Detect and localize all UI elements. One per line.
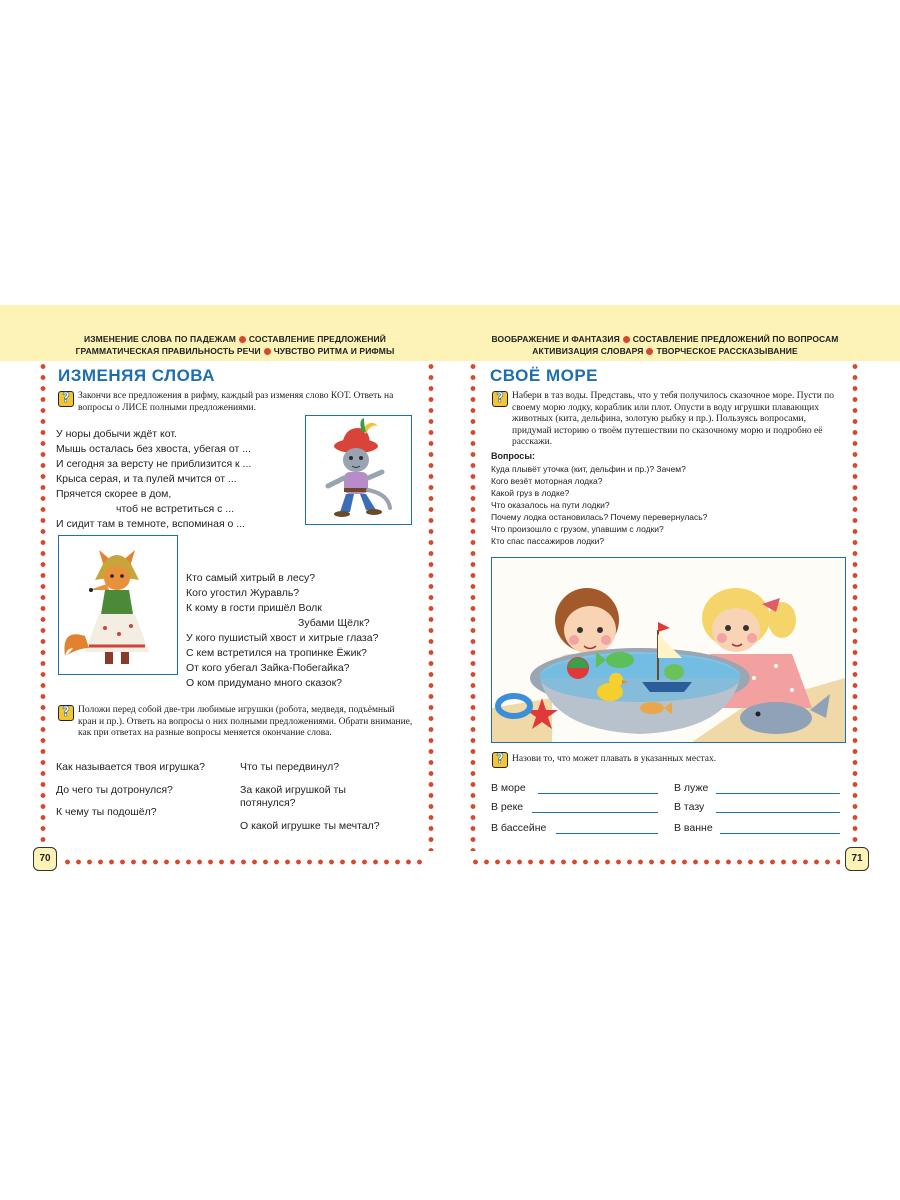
bullet-dot xyxy=(623,336,630,343)
fox-question: У кого пушистый хвост и хитрые глаза? xyxy=(186,632,379,644)
sea-question: Какой груз в лодке? xyxy=(491,488,570,498)
bullet-dot xyxy=(646,348,653,355)
left-header-topics xyxy=(40,333,430,357)
right-header-topics xyxy=(470,333,860,357)
toy-question: За какой игрушкой ты потянулся? xyxy=(240,783,346,809)
poem-line: И сидит там в темноте, вспоминая о ... xyxy=(56,518,246,530)
place-label-basin: В тазу xyxy=(674,801,705,813)
header-band xyxy=(0,305,900,361)
bullet-dot xyxy=(239,336,246,343)
sea-questions xyxy=(491,450,707,547)
fox-question: Кого угостил Журавль? xyxy=(186,587,300,599)
left-dotted-border xyxy=(40,361,46,851)
toy-question: Что ты передвинул? xyxy=(240,761,340,773)
poem-line: Крыса серая, и та пулей мчится от ... xyxy=(56,473,237,485)
task-float-instructions: Назови то, что может плавать в указанных местах. xyxy=(512,754,717,764)
children-basin-illustration xyxy=(491,557,846,743)
left-bottom-dotted-border xyxy=(62,859,428,865)
answer-line-sea[interactable] xyxy=(538,792,658,794)
question-icon: ? xyxy=(58,705,74,721)
page-number-left: 70 xyxy=(33,847,57,871)
sea-question: Что оказалось на пути лодки? xyxy=(491,500,610,510)
toy-question: О какой игрушке ты мечтал? xyxy=(240,819,380,832)
fox-question: О ком придумано много сказок? xyxy=(186,677,343,689)
question-icon: ? xyxy=(492,752,508,768)
page-number-right: 71 xyxy=(845,847,869,871)
left-page-title: ИЗМЕНЯЯ СЛОВА xyxy=(58,366,216,385)
right-page-title: СВОЁ МОРЕ xyxy=(490,366,599,385)
sea-question: Кто спас пассажиров лодки? xyxy=(491,536,605,546)
left-inner-dotted-border xyxy=(428,361,434,851)
topic: ВООБРАЖЕНИЕ И ФАНТАЗИЯ xyxy=(491,334,620,344)
topic: ТВОРЧЕСКОЕ РАССКАЗЫВАНИЕ xyxy=(656,346,798,356)
question-icon: ? xyxy=(492,391,508,407)
place-label-river: В реке xyxy=(491,801,524,813)
fox-illustration xyxy=(58,535,178,675)
place-label-bath: В ванне xyxy=(674,822,713,834)
questions-heading: Вопросы: xyxy=(491,451,535,461)
toy-question: К чему ты подошёл? xyxy=(56,806,157,818)
poem-line: У норы добычи ждёт кот. xyxy=(56,428,177,440)
task-rhyme-instructions: Закончи все предложения в рифму, каждый раз изменяя слово КОТ. Ответь на вопросы о ЛИСЕ полными предложениями. xyxy=(78,391,394,413)
toy-question: Как называется твоя игрушка? xyxy=(56,761,205,773)
answer-line-basin[interactable] xyxy=(716,811,840,813)
topic: СОСТАВЛЕНИЕ ПРЕДЛОЖЕНИЙ xyxy=(248,334,386,344)
toy-questions-left xyxy=(56,761,231,820)
poem-line: чтоб не встретиться с ... xyxy=(116,503,235,515)
fox-question: От кого убегал Зайка-Побегайка? xyxy=(186,662,350,674)
poem-line: Прячется скорее в дом, xyxy=(56,488,172,500)
toy-questions-right xyxy=(240,761,420,833)
sea-question: Что произошло с грузом, упавшим с лодки? xyxy=(491,524,664,534)
toy-question: До чего ты дотронулся? xyxy=(56,783,173,796)
bullet-dot xyxy=(264,348,271,355)
poem-line: И сегодня за версту не приблизится к ... xyxy=(56,458,252,470)
task-sea-instructions: Набери в таз воды. Представь, что у тебя получилось сказочное море. Пусти по своему морю лодку, кораблик или плот. Опусти в воду игрушки плавающих животных (кита, дельфина, золотую рыбку и пр.). Пользуясь вопросами, придумай историю о твоём путешествии по сказочному морю и подробно её расскажи. xyxy=(512,391,835,447)
right-inner-dotted-border xyxy=(470,361,476,851)
place-label-pool: В бассейне xyxy=(491,822,547,834)
task-toys-instructions: Положи перед собой две-три любимые игрушки (робота, медведя, подъёмный кран и пр.). Ответь на вопросы о них полными предложениями. Обрати внимание, как при ответах на разные вопросы меняется окончание слова. xyxy=(78,705,413,738)
fox-question: К кому в гости пришёл Волк xyxy=(186,602,322,614)
sea-question: Куда плывёт уточка (кит, дельфин и пр.)? Зачем? xyxy=(491,464,686,474)
fox-question: Кто самый хитрый в лесу? xyxy=(186,572,316,584)
fox-questions xyxy=(186,571,378,691)
answer-line-bath[interactable] xyxy=(720,832,840,834)
poem-line: Мышь осталась без хвоста, убегая от ... xyxy=(56,443,251,455)
fox-question: Зубами Щёлк? xyxy=(298,617,370,629)
topic: АКТИВИЗАЦИЯ СЛОВАРЯ xyxy=(532,346,644,356)
topic: ИЗМЕНЕНИЕ СЛОВА ПО ПАДЕЖАМ xyxy=(84,334,236,344)
answer-line-puddle[interactable] xyxy=(716,792,840,794)
right-dotted-border xyxy=(852,361,858,851)
right-bottom-dotted-border xyxy=(470,859,840,865)
sea-question: Почему лодка остановилась? Почему перевернулась? xyxy=(491,512,708,522)
question-icon: ? xyxy=(58,391,74,407)
book-spread xyxy=(0,305,900,885)
cat-poem xyxy=(56,427,251,532)
sea-question: Кого везёт моторная лодка? xyxy=(491,476,603,486)
place-label-puddle: В луже xyxy=(674,782,709,794)
place-label-sea: В море xyxy=(491,782,526,794)
answer-line-pool[interactable] xyxy=(556,832,658,834)
topic: ГРАММАТИЧЕСКАЯ ПРАВИЛЬНОСТЬ РЕЧИ xyxy=(75,346,261,356)
topic: ЧУВСТВО РИТМА И РИФМЫ xyxy=(273,346,395,356)
topic: СОСТАВЛЕНИЕ ПРЕДЛОЖЕНИЙ ПО ВОПРОСАМ xyxy=(632,334,839,344)
answer-line-river[interactable] xyxy=(532,811,658,813)
cat-illustration xyxy=(305,415,412,525)
fox-question: С кем встретился на тропинке Ёжик? xyxy=(186,647,367,659)
